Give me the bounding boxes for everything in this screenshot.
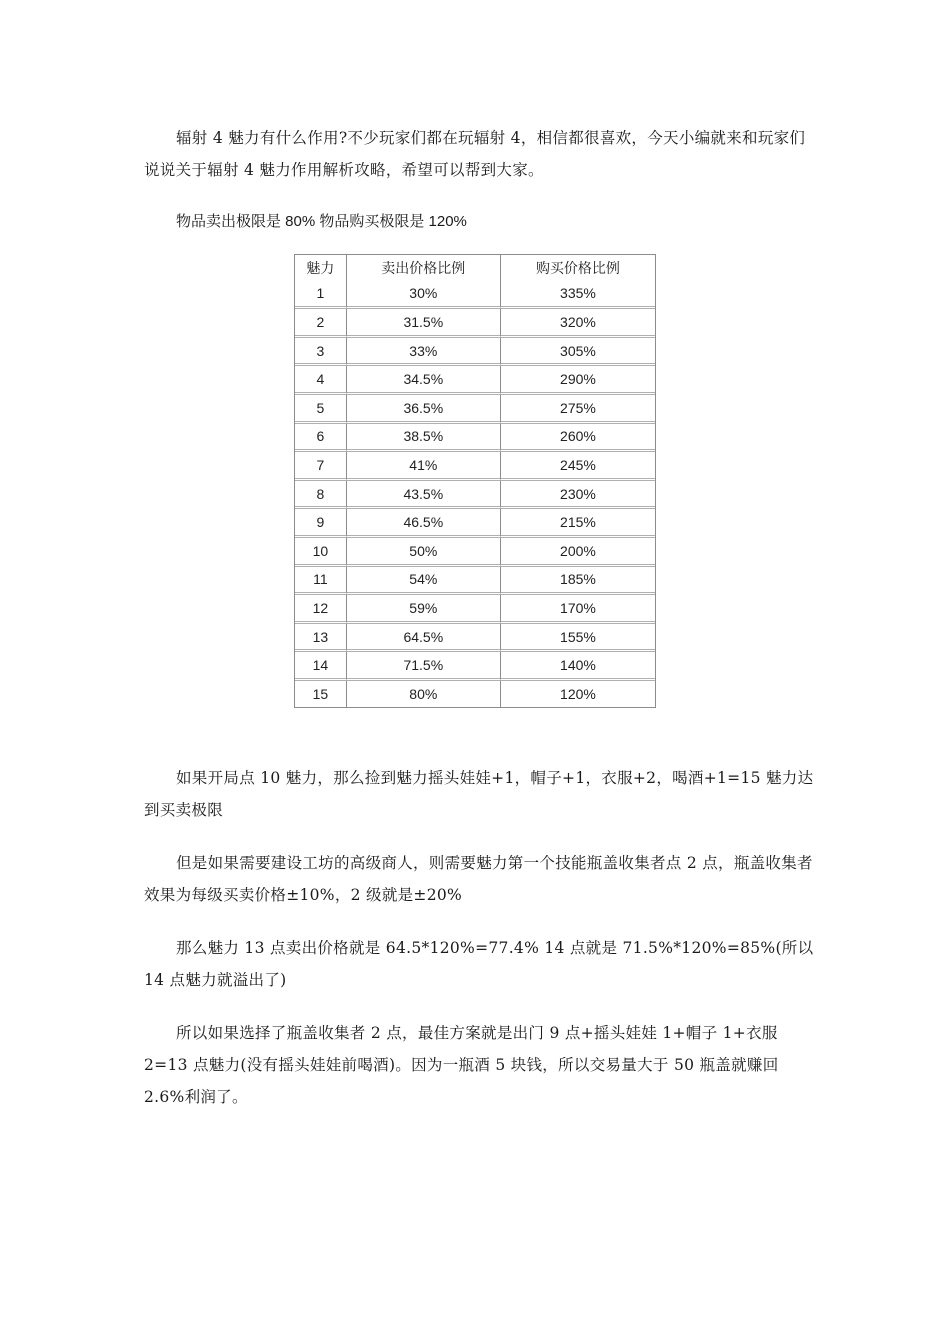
- cell-charisma: 13: [295, 624, 347, 653]
- cell-buy-ratio: 320%: [501, 309, 655, 338]
- table-row: [295, 338, 655, 367]
- cell-sell-ratio: 34.5%: [347, 366, 501, 395]
- header-buy-ratio: 购买价格比例: [535, 259, 620, 276]
- cell-sell-ratio: 64.5%: [347, 624, 501, 653]
- table-row: [295, 395, 655, 424]
- cell-charisma: 2: [295, 309, 347, 338]
- paragraph-overflow: 那么魅力 13 点卖出价格就是 64.5*120%=77.4% 14 点就是 71.5%*120%=85%(所以 14 点魅力就溢出了): [144, 939, 814, 989]
- cell-charisma: 9: [295, 509, 347, 538]
- cell-charisma: 10: [295, 538, 347, 567]
- table-row: [295, 309, 655, 338]
- cell-sell-ratio: 31.5%: [347, 309, 501, 338]
- cell-buy-ratio: 260%: [501, 424, 655, 453]
- limits-line: 物品卖出极限是 80% 物品购买极限是 120%: [176, 213, 467, 230]
- header-charisma: 魅力: [295, 255, 347, 281]
- cell-buy-ratio: 120%: [560, 685, 596, 702]
- cell-charisma: 14: [295, 652, 347, 681]
- cell-sell-ratio: 80%: [347, 681, 501, 707]
- cell-buy-ratio: 275%: [501, 395, 655, 424]
- paragraph-max-charisma: 如果开局点 10 魅力，那么捡到魅力摇头娃娃+1，帽子+1，衣服+2，喝酒+1=15 魅力达到买卖极限: [144, 769, 814, 819]
- cell-charisma: 5: [295, 395, 347, 424]
- table-row: [295, 481, 655, 510]
- table-row: [295, 681, 655, 707]
- cell-buy-ratio: 230%: [501, 481, 655, 510]
- cell-sell-ratio: 71.5%: [347, 652, 501, 681]
- cell-sell-ratio: 50%: [347, 538, 501, 567]
- cell-buy-ratio: 305%: [501, 338, 655, 367]
- cell-sell-ratio: 33%: [347, 338, 501, 367]
- paragraph-cap-collector: 但是如果需要建设工坊的高级商人，则需要魅力第一个技能瓶盖收集者点 2 点，瓶盖收集者效果为每级买卖价格±10%，2 级就是±20%: [144, 854, 813, 904]
- cell-buy-ratio: 335%: [501, 281, 655, 310]
- header-sell-ratio: 卖出价格比例: [347, 255, 501, 281]
- table-row: [295, 452, 655, 481]
- cell-charisma: 7: [295, 452, 347, 481]
- cell-buy-ratio: 290%: [501, 366, 655, 395]
- cell-buy-ratio: 170%: [501, 595, 655, 624]
- cell-charisma: 12: [295, 595, 347, 624]
- table-row: [295, 652, 655, 681]
- cell-buy-ratio: 155%: [501, 624, 655, 653]
- cell-sell-ratio: 46.5%: [347, 509, 501, 538]
- cell-buy-ratio: 200%: [501, 538, 655, 567]
- cell-charisma: 11: [295, 567, 347, 596]
- cell-buy-ratio: 140%: [501, 652, 655, 681]
- cell-charisma: 15: [295, 681, 347, 707]
- cell-sell-ratio: 59%: [347, 595, 501, 624]
- table-row: [295, 595, 655, 624]
- cell-sell-ratio: 54%: [347, 567, 501, 596]
- cell-sell-ratio: 38.5%: [347, 424, 501, 453]
- table-row: [295, 366, 655, 395]
- cell-sell-ratio: 36.5%: [347, 395, 501, 424]
- table-row: [295, 567, 655, 596]
- cell-buy-ratio: 215%: [501, 509, 655, 538]
- table-row: [295, 624, 655, 653]
- cell-buy-ratio: 185%: [501, 567, 655, 596]
- cell-sell-ratio: 43.5%: [347, 481, 501, 510]
- table-row: [295, 424, 655, 453]
- cell-sell-ratio: 30%: [347, 281, 501, 310]
- cell-charisma: 4: [295, 366, 347, 395]
- table-row: [295, 281, 655, 310]
- cell-charisma: 8: [295, 481, 347, 510]
- charisma-price-table: [294, 254, 656, 708]
- table-row: [295, 538, 655, 567]
- table-header-row: [295, 255, 655, 281]
- intro-paragraph: 辐射 4 魅力有什么作用?不少玩家们都在玩辐射 4，相信都很喜欢，今天小编就来和玩家们说说关于辐射 4 魅力作用解析攻略，希望可以帮到大家。: [144, 129, 806, 179]
- cell-buy-ratio: 245%: [501, 452, 655, 481]
- cell-charisma: 1: [295, 281, 347, 310]
- table-row: [295, 509, 655, 538]
- cell-sell-ratio: 41%: [347, 452, 501, 481]
- cell-charisma: 3: [295, 338, 347, 367]
- cell-charisma: 6: [295, 424, 347, 453]
- paragraph-best-plan: 所以如果选择了瓶盖收集者 2 点，最佳方案就是出门 9 点+摇头娃娃 1+帽子 1+衣服 2=13 点魅力(没有摇头娃娃前喝酒)。因为一瓶酒 5 块钱，所以交易量大于 50 瓶盖就赚回 2.6%利润了。: [144, 1024, 779, 1106]
